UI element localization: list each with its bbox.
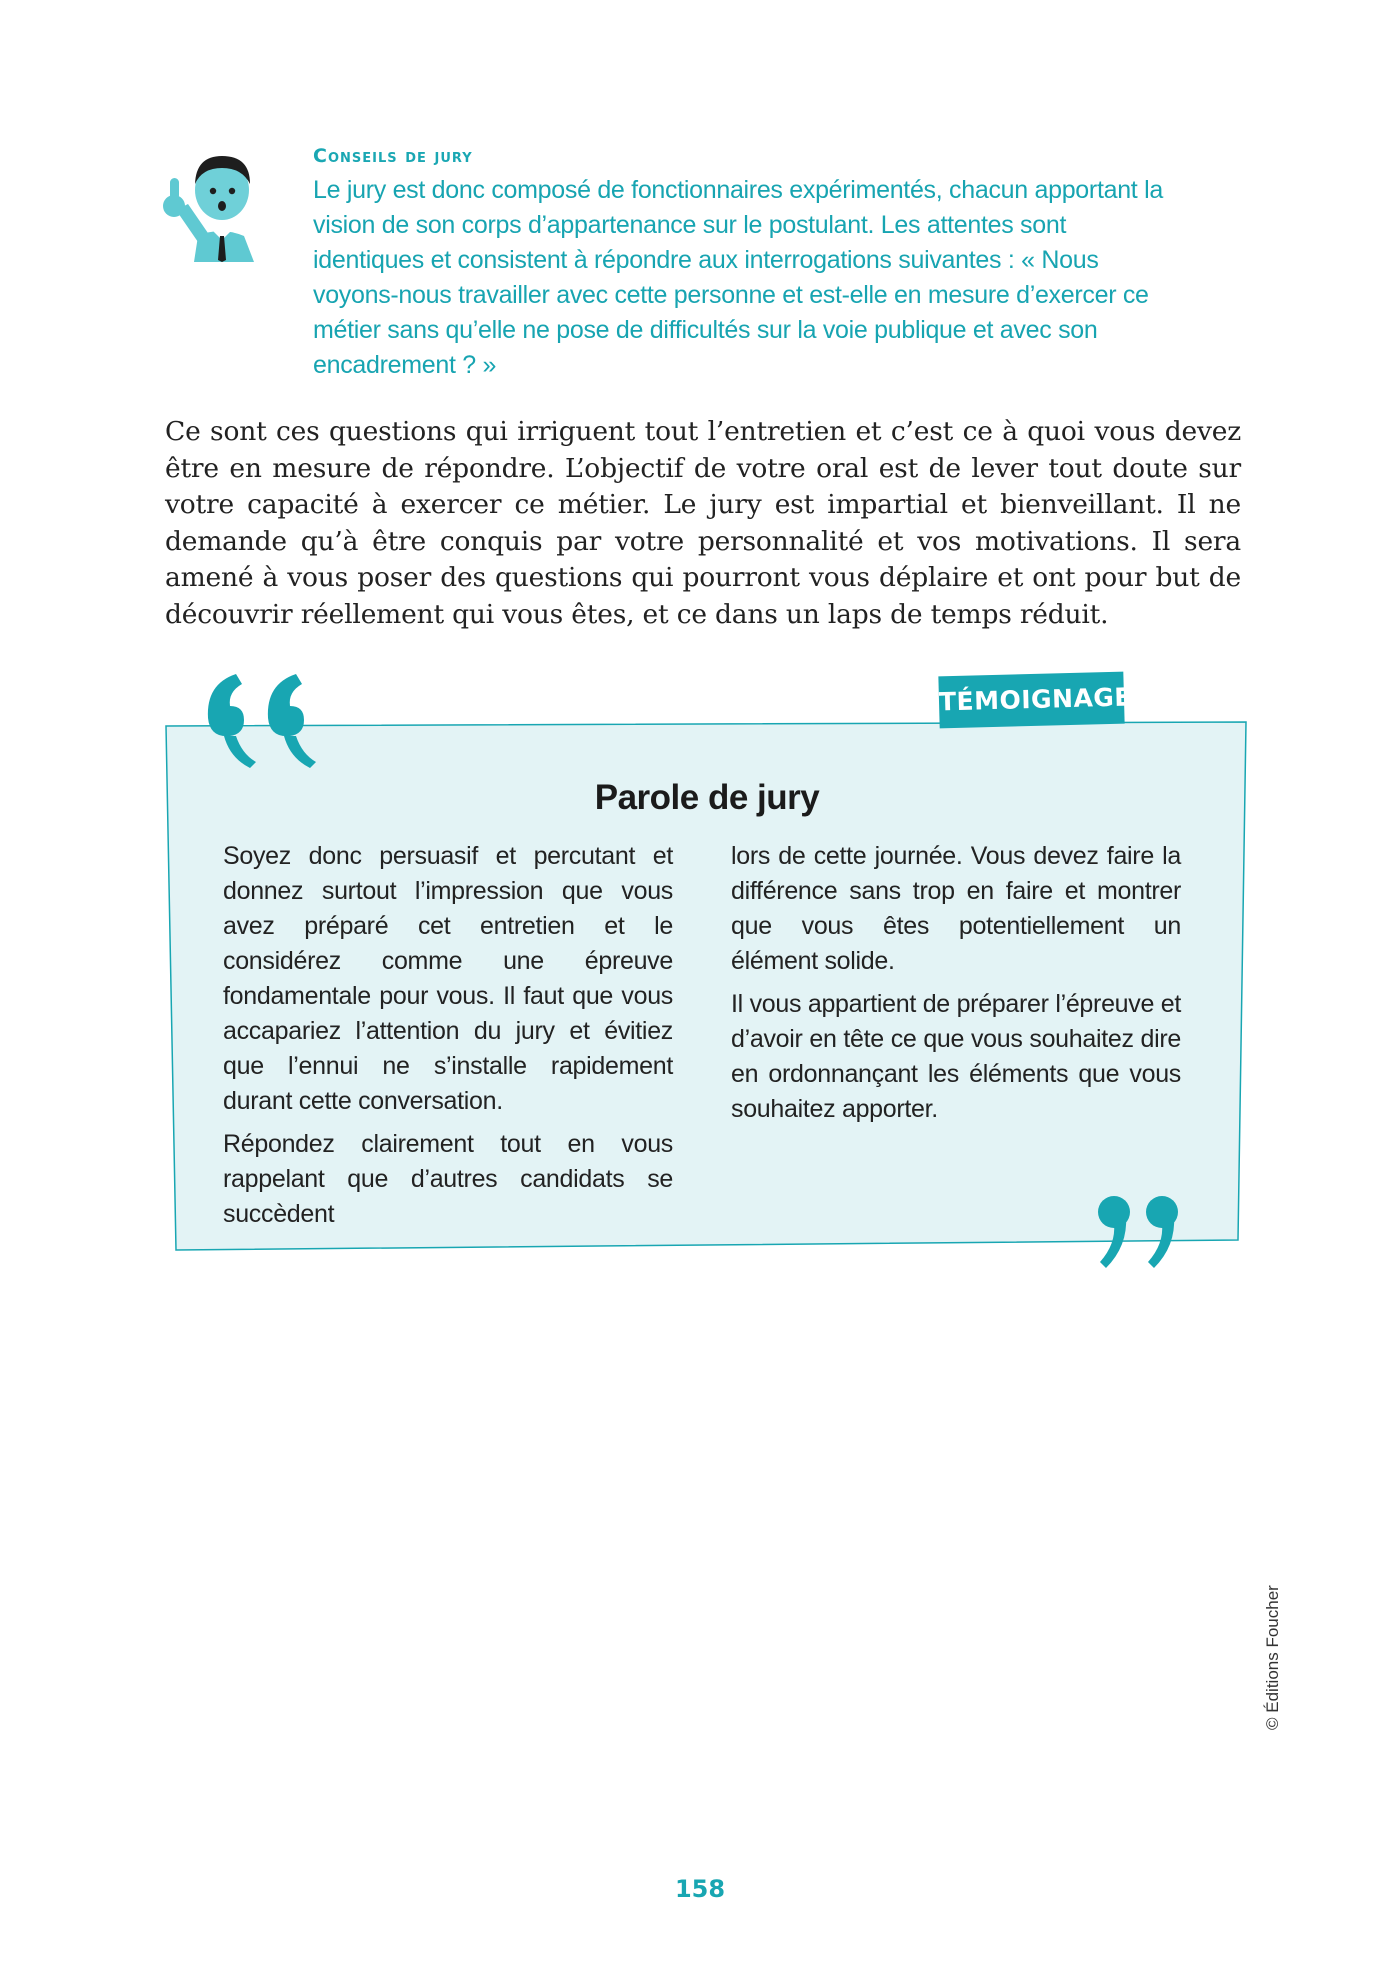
advice-body: Le jury est donc composé de fonctionnaires expérimentés, chacun apportant la vision de son corps d’appartenance sur le postulant. Les attentes sont identiques et consistent à répondre aux interrogations suivantes : « Nous voyons-nous travailler avec cette personne et est-elle en mesure d’exercer ce métier sans qu’elle ne pose de difficultés sur la voie publique et avec son encadrement ? »	[313, 176, 1163, 379]
testimony-paragraph: Il vous appartient de préparer l’épreuve et d’avoir en tête ce que vous souhaitez dire en ordonnançant les éléments que vous souhaitez apporter.	[731, 990, 1181, 1123]
testimony-column-right	[731, 839, 1181, 1135]
testimony-paragraph: Répondez clairement tout en vous rappelant que d’autres candidats se succèdent	[223, 1130, 673, 1228]
open-quote-icon	[202, 662, 322, 772]
testimony-title: Parole de jury	[594, 778, 820, 817]
main-paragraph: Ce sont ces questions qui irriguent tout l’entretien et c’est ce à quoi vous devez être en mesure de répondre. L’objectif de votre oral est de lever tout doute sur votre capacité à exercer ce métier. Le jury est impartial et bienveillant. Il ne demande qu’à être conquis par votre personnalité et vos motivations. Il sera amené à vous poser des questions qui pourront vous déplaire et ont pour but de découvrir réellement qui vous êtes, et ce dans un laps de temps réduit.	[165, 416, 1241, 630]
jury-advice-block	[158, 140, 1163, 390]
jury-member-icon	[158, 144, 268, 262]
page-number: 158	[674, 1875, 726, 1903]
testimony-paragraph: Soyez donc persuasif et percutant et donnez surtout l’impression que vous avez préparé cet entretien et le considérez comme une épreuve fondamentale pour vous. Il faut que vous accapariez l’attention du jury et évitiez que l’ennui ne s’installe rapidement durant cette conversation.	[223, 842, 673, 1115]
copyright-notice: © Éditions Foucher	[1263, 1585, 1282, 1730]
testimony-paragraph: lors de cette journée. Vous devez faire la différence sans trop en faire et montrer que vous êtes potentiellement un élément solide.	[731, 842, 1181, 975]
testimony-column-left	[223, 839, 673, 1240]
temoignage-badge: TÉMOIGNAGE	[938, 672, 1124, 729]
advice-title: Conseils de jury	[313, 145, 473, 167]
testimony-box	[162, 674, 1252, 1264]
close-quote-icon	[1090, 1194, 1190, 1274]
